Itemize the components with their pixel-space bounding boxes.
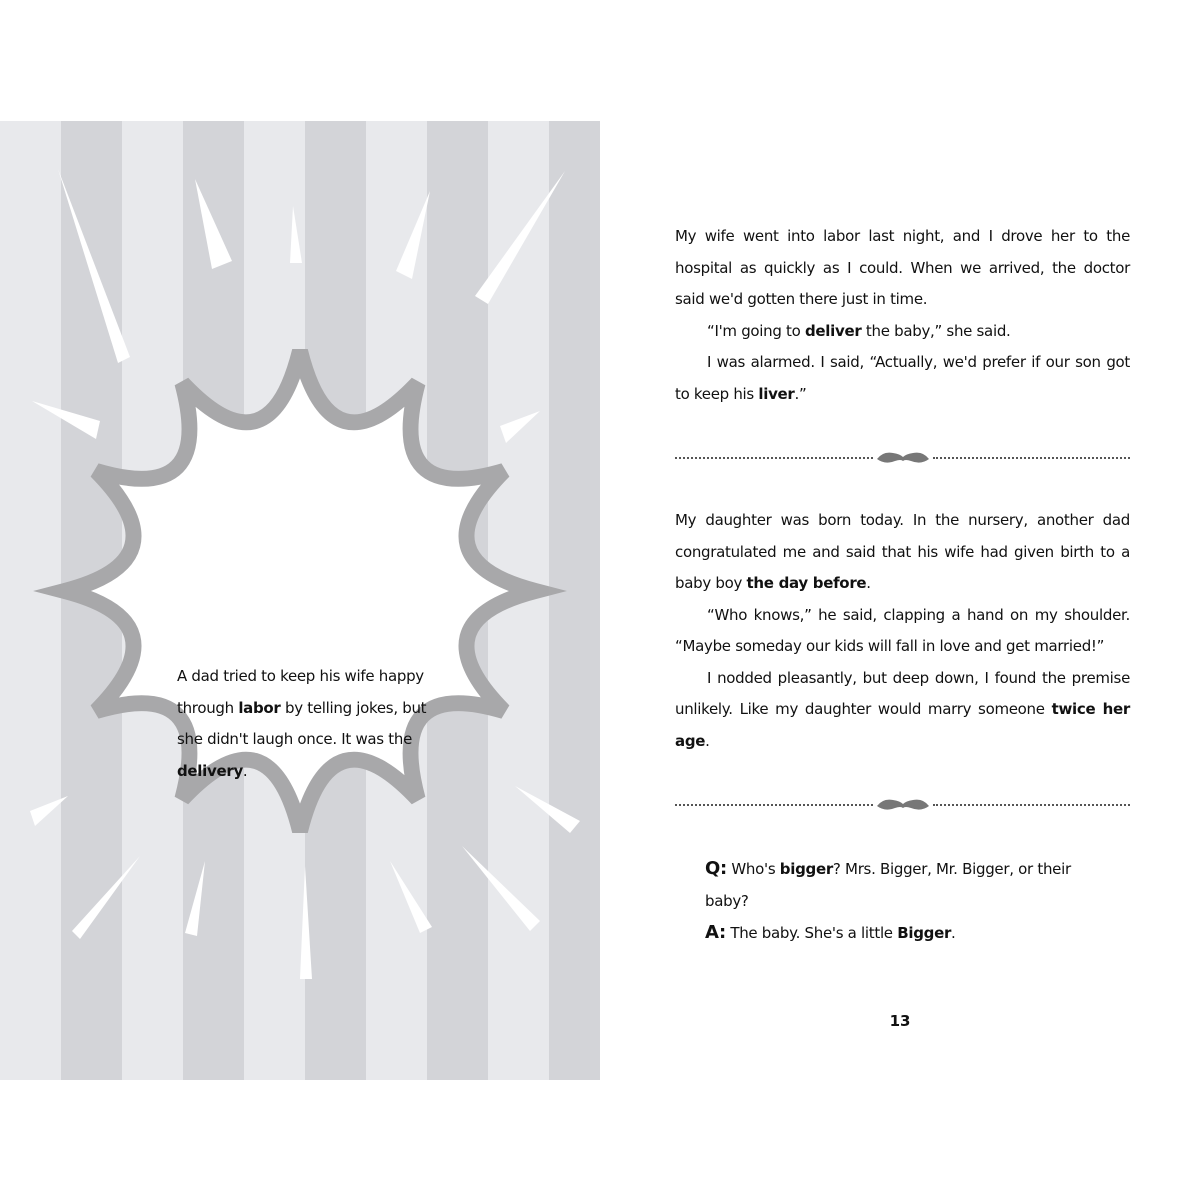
paragraph: [675, 316, 1130, 348]
mustache-icon: [875, 796, 931, 814]
dotted-line: [933, 457, 1130, 459]
joke-2: [675, 505, 1130, 757]
text: .: [705, 731, 710, 750]
text: ? Mrs. Bigger, Mr. Bigger, or their baby?: [705, 860, 1071, 910]
punchline-word: delivery: [177, 761, 243, 780]
paragraph: My wife went into labor last night, and I drove her to the hospital as quickly as I could. When we arrived, the doctor said we'd gotten there just in time.: [675, 227, 1130, 308]
text: My daughter was born today. In the nursery, another dad congratulated me and said that his wife had given birth to a baby boy: [675, 511, 1130, 592]
a-label: A:: [705, 922, 726, 943]
text: .: [951, 924, 956, 942]
text: Who's: [726, 860, 780, 878]
text: the baby,” she said.: [861, 321, 1011, 340]
q-label: Q:: [705, 858, 727, 879]
left-joke-text: [177, 661, 447, 787]
paragraph: [675, 347, 1130, 410]
text: I was alarmed. I said, “Actually, we'd prefer if our son got to keep his: [675, 353, 1130, 403]
punchline-word: bigger: [779, 860, 833, 878]
punchline-word: Bigger: [897, 924, 952, 942]
dotted-line: [933, 804, 1130, 806]
punchline-word: the day before: [746, 574, 867, 592]
punchline-word: twice her age: [675, 700, 1130, 750]
question: [705, 853, 1105, 917]
text: .”: [794, 384, 807, 403]
paragraph: [675, 663, 1130, 758]
joke-text: by telling jokes, but she didn't laugh once. It was the: [177, 698, 427, 748]
question-answer: [705, 853, 1105, 950]
joke-text: A dad tried to keep his wife happy through: [177, 667, 424, 717]
joke-text: .: [242, 761, 248, 780]
page-number: 13: [889, 1012, 911, 1030]
starburst-illustration: [0, 121, 600, 1080]
paragraph: [675, 505, 1130, 600]
section-divider: [675, 448, 1130, 468]
answer: [705, 917, 1105, 950]
text: “I'm going to: [707, 321, 805, 340]
mustache-icon: [875, 449, 931, 467]
punchline-word: deliver: [805, 321, 862, 340]
punchline-word: labor: [238, 698, 281, 717]
text: .: [866, 574, 871, 592]
punchline-word: liver: [758, 384, 795, 403]
dotted-line: [675, 804, 873, 806]
text: The baby. She's a little: [725, 924, 898, 942]
section-divider: [675, 795, 1130, 815]
paragraph: “Who knows,” he said, clapping a hand on my shoulder. “Maybe someday our kids will fall in love and get married!”: [675, 605, 1130, 655]
joke-1: [675, 221, 1130, 410]
illustration-panel: [0, 121, 600, 1080]
text: I nodded pleasantly, but deep down, I found the premise unlikely. Like my daughter would marry someone: [675, 668, 1130, 718]
dotted-line: [675, 457, 873, 459]
